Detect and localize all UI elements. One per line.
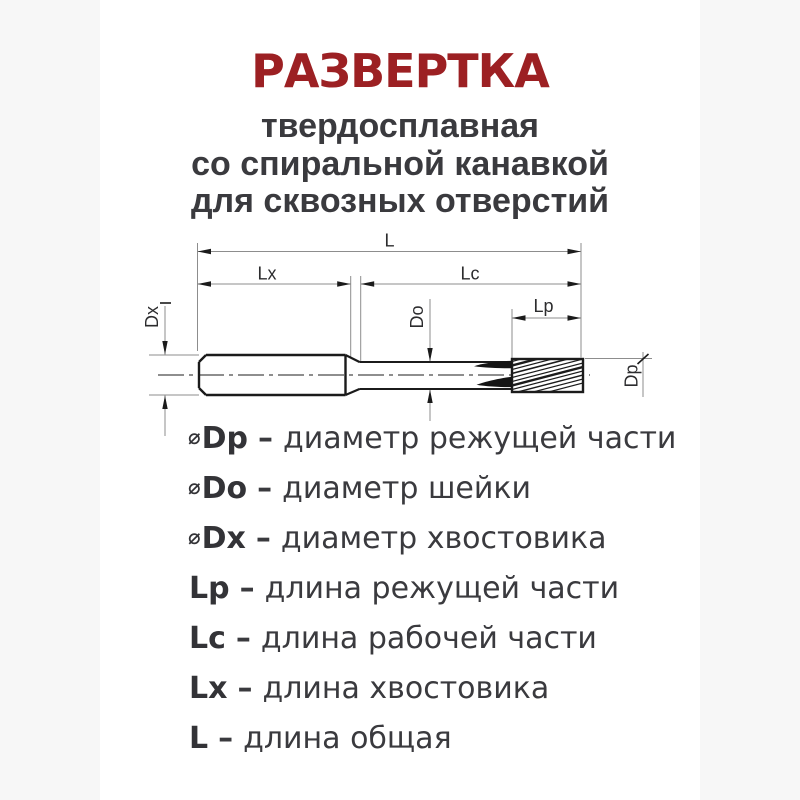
- legend-dash: –: [237, 670, 253, 706]
- legend-item-lc: [188, 613, 676, 663]
- diameter-icon: ⌀: [188, 525, 201, 549]
- legend-description: диаметр хвостовика: [280, 520, 607, 556]
- diameter-icon: ⌀: [188, 425, 201, 449]
- dimension-label-lx: Lx: [257, 263, 277, 284]
- subtitle-line-1: твердосплавная: [261, 107, 539, 145]
- dimension-label-lp: Lp: [533, 296, 554, 316]
- legend-item-dp: [188, 413, 676, 463]
- subtitle-line-2: со спиральной канавкой: [191, 144, 609, 183]
- legend-item-lp: [188, 563, 676, 613]
- diameter-icon: ⌀: [188, 475, 201, 499]
- dimension-lines: [165, 252, 643, 437]
- dimension-label-l: L: [384, 230, 395, 251]
- subtitle-line-3: для сквозных отверстий: [190, 182, 610, 220]
- legend-symbol: L: [189, 720, 209, 756]
- legend-description: длина общая: [243, 720, 452, 756]
- subtitle: [100, 108, 700, 221]
- legend-symbol: Lc: [189, 620, 226, 656]
- legend-symbol: ⌀ Do: [188, 470, 248, 506]
- legend-item-do: [188, 463, 676, 513]
- legend-symbol: Lp: [189, 570, 230, 606]
- legend-description: длина рабочей части: [260, 620, 597, 656]
- flute-runout-lower: [477, 377, 513, 387]
- legend-item-lx: [188, 663, 676, 713]
- legend-symbol: Lx: [189, 670, 228, 706]
- legend-symbol: ⌀ Dx: [188, 520, 246, 556]
- legend-item-dx: [188, 513, 676, 563]
- legend-description: диаметр шейки: [282, 470, 531, 506]
- page-title: РАЗВЕРТКА: [251, 44, 549, 98]
- dimension-label-do: Do: [407, 305, 427, 329]
- legend-symbol: ⌀ Dp: [188, 420, 249, 456]
- legend-description: длина режущей части: [264, 570, 620, 606]
- legend-dash: –: [218, 720, 234, 756]
- legend-dash: –: [239, 570, 255, 606]
- legend-description: длина хвостовика: [262, 670, 550, 706]
- dimension-label-dp: Dp: [621, 364, 642, 388]
- legend-item-l: [188, 713, 676, 763]
- dimension-label-dx: Dx: [142, 306, 162, 328]
- dimension-label-lc: Lc: [460, 263, 480, 284]
- legend-dash: –: [258, 420, 274, 456]
- legend-dash: –: [235, 620, 251, 656]
- legend-description: диаметр режущей части: [283, 420, 677, 456]
- legend-dash: –: [257, 470, 273, 506]
- legend-dash: –: [255, 520, 271, 556]
- legend: [188, 413, 676, 763]
